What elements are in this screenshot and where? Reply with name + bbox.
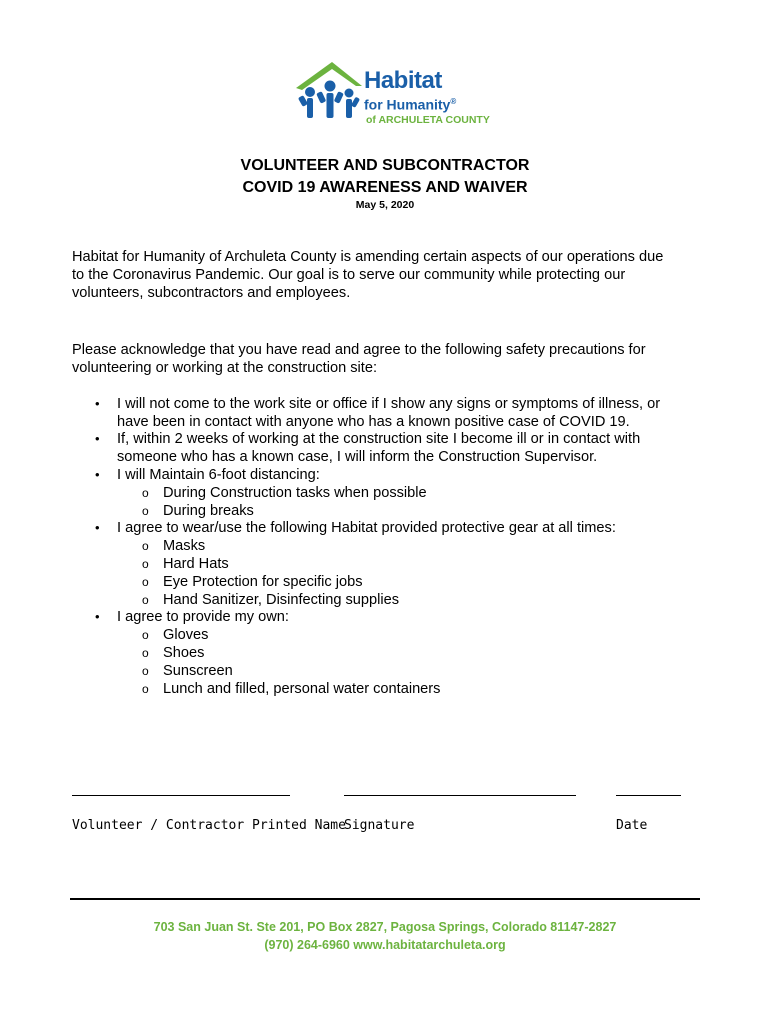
footer-address: 703 San Juan St. Ste 201, PO Box 2827, Pagosa Springs, Colorado 81147-2827	[153, 920, 617, 934]
circle-bullet-icon: o	[142, 646, 149, 660]
bullet-icon: •	[95, 431, 100, 446]
circle-bullet-icon: o	[142, 504, 149, 518]
list-item-5: I agree to provide my own:	[117, 609, 289, 625]
logo-county: of ARCHULETA COUNTY	[366, 114, 490, 126]
bullet-icon: •	[95, 467, 100, 482]
list-subitem-5-1: Gloves	[163, 627, 209, 643]
logo-subtitle: for Humanity®	[364, 96, 457, 113]
list-item-1b: have been in contact with anyone who has a known positive case of COVID 19.	[117, 414, 630, 430]
circle-bullet-icon: o	[142, 593, 149, 607]
intro-line-1: Habitat for Humanity of Archuleta County is amending certain aspects of our operations due	[72, 249, 664, 265]
date-line[interactable]	[616, 795, 681, 796]
printed-name-line[interactable]	[72, 795, 290, 796]
list-subitem-4-1: Masks	[163, 538, 206, 554]
habitat-logo	[292, 60, 492, 132]
intro-line-3: volunteers, subcontractors and employees.	[72, 285, 351, 301]
printed-name-label: Volunteer / Contractor Printed Name	[72, 818, 346, 833]
list-item-2a: If, within 2 weeks of working at the construction site I become ill or in contact with	[117, 431, 641, 447]
footer-contact: (970) 264-6960 www.habitatarchuleta.org	[264, 938, 506, 952]
circle-bullet-icon: o	[142, 486, 149, 500]
circle-bullet-icon: o	[142, 628, 149, 642]
ack-line-1: Please acknowledge that you have read and agree to the following safety precautions for	[72, 342, 646, 358]
title-line-1: VOLUNTEER AND SUBCONTRACTOR	[240, 157, 530, 174]
document-date: May 5, 2020	[355, 199, 415, 211]
registered-mark: ®	[450, 97, 457, 106]
list-subitem-3-1: During Construction tasks when possible	[163, 485, 427, 501]
date-label: Date	[616, 818, 648, 833]
list-subitem-5-2: Shoes	[163, 645, 205, 661]
ack-line-2: volunteering or working at the construction site:	[72, 360, 378, 376]
list-item-4: I agree to wear/use the following Habitat provided protective gear at all times:	[117, 520, 616, 536]
list-item-3: I will Maintain 6-foot distancing:	[117, 467, 320, 483]
list-subitem-5-3: Sunscreen	[163, 663, 233, 679]
circle-bullet-icon: o	[142, 539, 149, 553]
bullet-icon: •	[95, 520, 100, 535]
list-subitem-4-4: Hand Sanitizer, Disinfecting supplies	[163, 592, 400, 608]
signature-line[interactable]	[344, 795, 576, 796]
title-line-2: COVID 19 AWARENESS AND WAIVER	[242, 179, 528, 196]
list-subitem-4-3: Eye Protection for specific jobs	[163, 574, 363, 590]
bullet-icon: •	[95, 609, 100, 624]
list-subitem-3-2: During breaks	[163, 503, 254, 519]
logo-name: Habitat	[364, 67, 442, 94]
list-item-1a: I will not come to the work site or office if I show any signs or symptoms of illness, or	[117, 396, 661, 412]
list-subitem-4-2: Hard Hats	[163, 556, 229, 572]
circle-bullet-icon: o	[142, 575, 149, 589]
signature-label: Signature	[344, 818, 415, 833]
bullet-icon: •	[95, 396, 100, 411]
list-item-2b: someone who has a known case, I will inform the Construction Supervisor.	[117, 449, 598, 465]
intro-line-2: to the Coronavirus Pandemic. Our goal is to serve our community while protecting our	[72, 267, 626, 283]
circle-bullet-icon: o	[142, 664, 149, 678]
list-subitem-5-4: Lunch and filled, personal water containers	[163, 681, 441, 697]
habitat-house-people-icon	[292, 60, 364, 122]
footer-divider	[70, 898, 700, 900]
circle-bullet-icon: o	[142, 557, 149, 571]
circle-bullet-icon: o	[142, 682, 149, 696]
